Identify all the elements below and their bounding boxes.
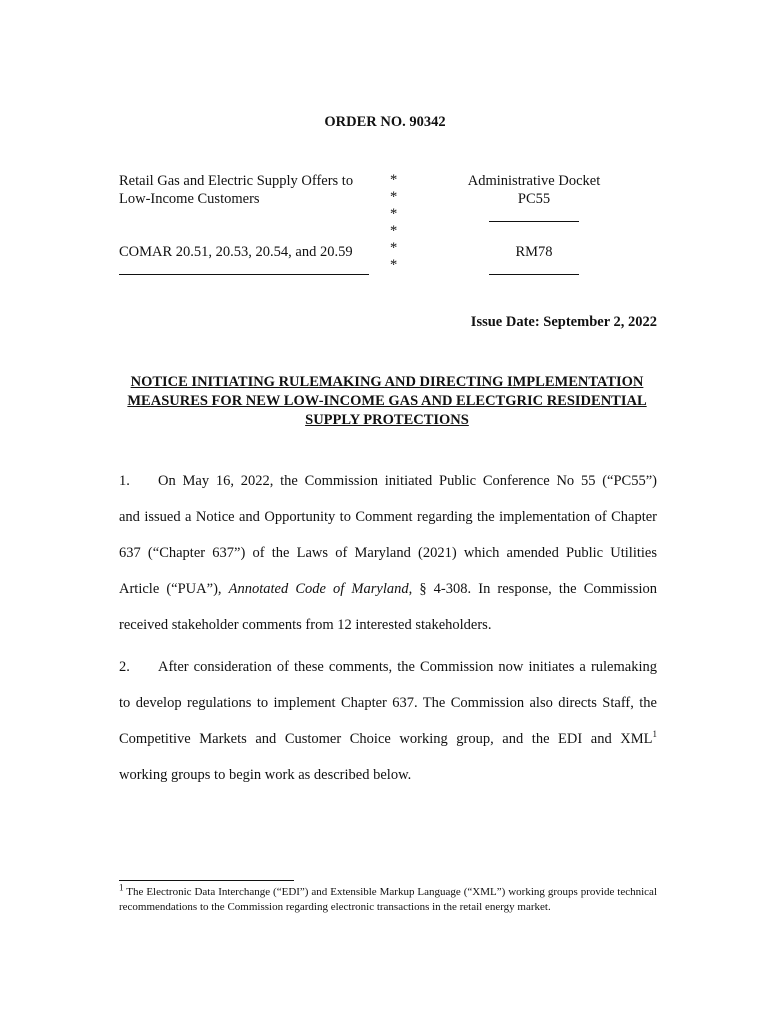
paragraph-line: [119, 658, 657, 694]
paragraph-text: Article (“PUA”),: [119, 581, 229, 597]
paragraph-text: , § 4-308. In response, the Commission: [408, 581, 658, 597]
notice-title-line1: NOTICE INITIATING RULEMAKING AND DIRECTING IMPLEMENTATION: [130, 374, 644, 390]
caption-right-rule-2: [489, 274, 579, 275]
notice-title: [110, 373, 664, 430]
paragraph-text: On May 16, 2022, the Commission initiated Public Conference No 55 (“PC55”): [158, 473, 657, 489]
paragraph-italic-citation: Annotated Code of Maryland: [228, 581, 409, 597]
caption-comar: COMAR 20.51, 20.53, 20.54, and 20.59: [119, 244, 353, 260]
caption-right-line1: Administrative Docket: [467, 173, 601, 189]
caption-star: *: [390, 257, 398, 273]
caption-right-rm: RM78: [515, 244, 553, 260]
notice-title-line3: SUPPLY PROTECTIONS: [305, 412, 469, 428]
paragraph-line: working groups to begin work as described below.: [119, 767, 412, 783]
paragraph-text: Competitive Markets and Customer Choice working group, and the EDI and XML: [119, 731, 653, 747]
paragraph-line: [119, 472, 657, 508]
issue-date: Issue Date: September 2, 2022: [470, 314, 657, 330]
caption-right-line2: PC55: [517, 191, 551, 207]
footnote-text: The Electronic Data Interchange (“EDI”) and Extensible Markup Language (“XML”) working groups provide technical recommendations to the Commission regarding electronic transactions in the retail energy market.: [119, 886, 657, 913]
case-caption-right: [446, 172, 622, 208]
paragraph-2: [119, 658, 657, 802]
paragraph-number: 2.: [119, 659, 130, 675]
paragraph-number: 1.: [119, 473, 130, 489]
caption-star: *: [390, 240, 398, 256]
case-caption-left: [119, 172, 381, 208]
caption-star: *: [390, 189, 398, 205]
paragraph-line: received stakeholder comments from 12 interested stakeholders.: [119, 617, 492, 633]
caption-star-column: [390, 172, 404, 274]
paragraph-1: [119, 472, 657, 652]
caption-right-rule-1: [489, 221, 579, 222]
caption-left-line1: Retail Gas and Electric Supply Offers to: [119, 173, 354, 189]
footnote-separator: [119, 880, 294, 881]
paragraph-line: 637 (“Chapter 637”) of the Laws of Maryland (2021) which amended Public Utilities: [119, 545, 657, 561]
caption-left-line2: Low-Income Customers: [119, 191, 260, 207]
caption-star: *: [390, 172, 398, 188]
paragraph-line: [119, 730, 657, 766]
caption-star: *: [390, 206, 398, 222]
caption-star: *: [390, 223, 398, 239]
caption-left-rule: [119, 274, 369, 275]
order-title: ORDER NO. 90342: [324, 114, 446, 130]
footnote-marker: 1: [119, 882, 124, 893]
footnote: [119, 882, 657, 915]
paragraph-line: [119, 580, 657, 616]
paragraph-text: After consideration of these comments, the Commission now initiates a rulemaking: [158, 659, 657, 675]
paragraph-line: to develop regulations to implement Chapter 637. The Commission also directs Staff, the: [119, 695, 657, 711]
notice-title-line2: MEASURES FOR NEW LOW-INCOME GAS AND ELECTGRIC RESIDENTIAL: [127, 393, 647, 409]
footnote-reference[interactable]: 1: [652, 729, 657, 740]
paragraph-line: and issued a Notice and Opportunity to Comment regarding the implementation of Chapter: [119, 509, 657, 525]
